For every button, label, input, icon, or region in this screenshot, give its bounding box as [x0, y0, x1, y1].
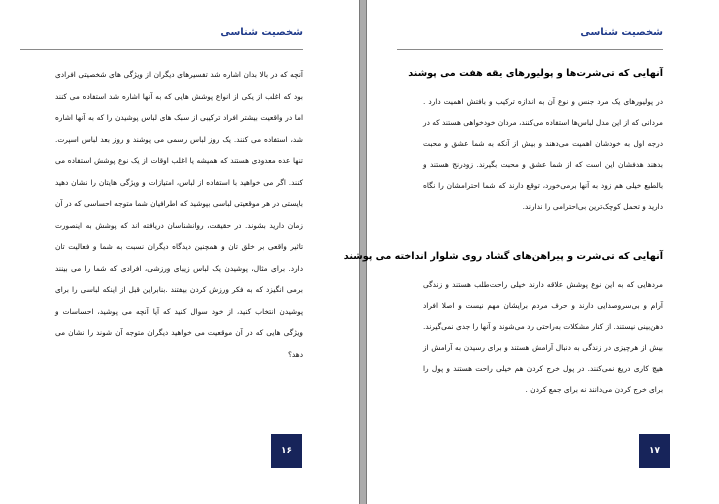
page-number-badge: ۱۷: [639, 434, 670, 468]
section-paragraph-loose-shirts: مردهایی که به این نوع پوشش علاقه دارند خیلی راحت‌طلب هستند و زندگی آرام و بی‌سروصدایی دارند و حرف مردم برایشان مهم نیست و اصلا افراد دهن‌بینی نیستند. از کنار مشکلات به‌راحتی رد می‌شوند و آنها را جدی نمی‌گیرند. بیش از هرچیزی در زندگی به دنبال آرامش هستند و برای رسیدن به آرامش از هیچ کاری دریغ نمی‌کنند. در پول خرج کردن هم خیلی راحت هستند و پول را برای خرج کردن می‌دانند نه برای جمع کردن .: [423, 280, 663, 394]
right-page: [343, 0, 719, 504]
section-heading-vneck: آنهایی که تی‌شرت‌ها و پولیورهای یقه هفت می پوشند: [408, 68, 663, 79]
page-header-title: شخصیت شناسی: [220, 27, 303, 38]
page-header-title: شخصیت شناسی: [580, 27, 663, 38]
header-divider: [397, 49, 663, 50]
page-number-badge: ۱۶: [271, 434, 302, 468]
section-heading-loose-shirts: آنهایی که تی‌شرت و پیراهن‌های گشاد روی شلوار انداخته می پوشند: [343, 251, 663, 262]
body-paragraph: آنچه که در بالا بدان اشاره شد تفسیرهای دیگران از ویژگی های شخصیتی افرادی بود که اغلب از یکی از انواع پوشش هایی که به آنها اشاره شد استفاده می کنند اما در واقعیت بیشتر افراد ترکیبی از سبک های لباس پوشیدن را که به آنها اشاره شد، استفاده می کنند. یک روز لباس رسمی می پوشند و روز بعد لباس اسپرت. تنها عده معدودی هستند که همیشه یا اغلب اوقات از یک نوع پوشش استفاده می کنند. اگر می خواهید با استفاده از لباس، امتیازات و ویژگی هایتان را نشان دهید بایستی در هر موقعیتی لباسی بپوشید که اطرافیان شما متوجه احساسی که در آن زمان دارید بشوند. در حقیقت، روانشناسان دریافته اند که پوشش به اینصورت تاثیر واقعی بر خلق تان و همچنین دیدگاه دیگران نسبت به شما و فعالیت تان دارد. برای مثال، پوشیدن یک لباس زیبای ورزشی، افرادی که شما را می بینند برمی انگیزد که به فکر ورزش کردن بیفتند .بنابراین قبل از اینکه لباسی را برای پوشیدن انتخاب کنید، از خود سوال کنید که آیا آنچه می پوشید، احساسات و ویژگی هایی که در آن موقعیت می خواهید دیگران متوجه آن شوند را نشان می دهد؟: [55, 70, 303, 359]
header-divider: [20, 49, 303, 50]
section-paragraph-vneck: در پولیورهای یک مرد جنس و نوع آن به اندازه ترکیب و بافتش اهمیت دارد . مردانی که از این مدل لباس‌ها استفاده می‌کنند، مردان خودخواهی هستند که در درجه اول به خودشان اهمیت می‌دهند و بیش از آنکه به شما عشق و محبت بدهند هدفشان این است که از شما عشق و محبت بگیرند. زودرنج هستند و بالطبع خیلی هم زود به آنها برمی‌خورد، توقع دارند که شما احترامشان را نگاه دارید و تحمل کوچک‌ترین بی‌احترامی را ندارند.: [423, 97, 663, 211]
